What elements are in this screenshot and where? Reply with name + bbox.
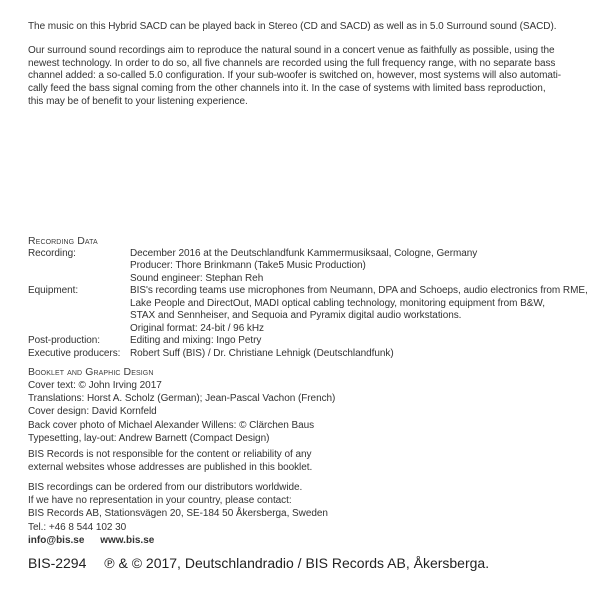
value-line: December 2016 at the Deutschlandfunk Kammermusiksaal, Cologne, Germany (130, 248, 478, 259)
catalogue-footer (28, 554, 489, 572)
intro-line: The music on this Hybrid SACD can be played back in Stereo (CD and SACD) as well as in 5.0 Surround sound (SACD). (28, 21, 557, 32)
phone-line: Tel.: +46 8 544 102 30 (28, 521, 127, 533)
row-value (130, 248, 477, 285)
credit-line: Typesetting, lay-out: Andrew Barnett (Compact Design) (28, 432, 270, 444)
value-line: Lake People and DirectOut, MADI optical cabling technology, monitoring equipment from B&W, (130, 297, 545, 309)
catalogue-number: BIS-2294 (28, 555, 87, 571)
booklet-design-heading: Booklet and Graphic Design (28, 366, 154, 378)
row-value (130, 348, 394, 360)
disclaimer-line: external websites whose addresses are published in this booklet. (28, 462, 313, 474)
value-line: STAX and Sennheiser, and Sequoia and Pyramix digital audio workstations. (130, 310, 462, 322)
credit-line: Cover design: David Kornfeld (28, 406, 157, 418)
intro-line: channel added: a so-called 5.0 configuration. If your sub-woofer is switched on, however, most systems will also automati- (28, 70, 562, 82)
email-address: info@bis.se (28, 534, 85, 546)
value-line: Producer: Thore Brinkmann (Take5 Music Production) (130, 260, 366, 272)
intro-line: cally feed the bass signal coming from the other channels into it. In the case of systems with limited bass reproduction, (28, 83, 546, 95)
disclaimer-line: BIS Records is not responsible for the content or reliability of any (28, 449, 312, 460)
table-row (28, 248, 588, 285)
row-label: Post-production: (28, 335, 101, 347)
value-line: Sound engineer: Stephan Reh (130, 272, 264, 284)
website-address: www.bis.se (100, 534, 155, 546)
playback-intro-paragraph (28, 21, 556, 34)
ordering-contact-block (28, 481, 328, 547)
ordering-line: If we have no representation in your country, please contact: (28, 495, 292, 507)
row-value (130, 285, 588, 335)
value-line: Robert Suff (BIS) / Dr. Christiane Lehnigk (Deutschlandfunk) (130, 347, 394, 359)
table-row (28, 335, 588, 347)
credit-line: Back cover photo of Michael Alexander Willens: © Clärchen Baus (28, 419, 315, 431)
table-row (28, 348, 588, 360)
row-value (130, 335, 261, 347)
intro-line: newest technology. In order to do so, all five channels are recorded using the full frequency range, with no separate bass (28, 57, 556, 69)
recording-data-table (28, 248, 588, 360)
surround-sound-paragraph (28, 45, 561, 109)
credit-line: Cover text: © John Irving 2017 (28, 380, 162, 391)
value-line: Original format: 24-bit / 96 kHz (130, 322, 265, 334)
intro-line: Our surround sound recordings aim to reproduce the natural sound in a concert venue as faithfully as possible, using the (28, 45, 555, 56)
value-line: Editing and mixing: Ingo Petry (130, 335, 262, 347)
ordering-line: BIS Records AB, Stationsvägen 20, SE-184 50 Åkersberga, Sweden (28, 508, 328, 520)
table-row (28, 285, 588, 335)
website-disclaimer (28, 448, 312, 474)
credit-line: Translations: Horst A. Scholz (German); Jean-Pascal Vachon (French) (28, 393, 336, 405)
copyright-notice: ℗ & © 2017, Deutschlandradio / BIS Records AB, Åkersberga. (104, 555, 490, 571)
recording-data-heading: Recording Data (28, 235, 98, 247)
ordering-line: BIS recordings can be ordered from our distributors worldwide. (28, 482, 303, 493)
row-label: Equipment: (28, 285, 79, 297)
row-label: Executive producers: (28, 347, 121, 359)
row-label: Recording: (28, 248, 76, 259)
value-line: BIS's recording teams use microphones from Neumann, DPA and Schoeps, audio electronics from RME, (130, 285, 588, 297)
intro-line: this may be of benefit to your listening experience. (28, 95, 248, 107)
booklet-design-credits (28, 379, 335, 445)
contact-links-line (28, 534, 328, 547)
